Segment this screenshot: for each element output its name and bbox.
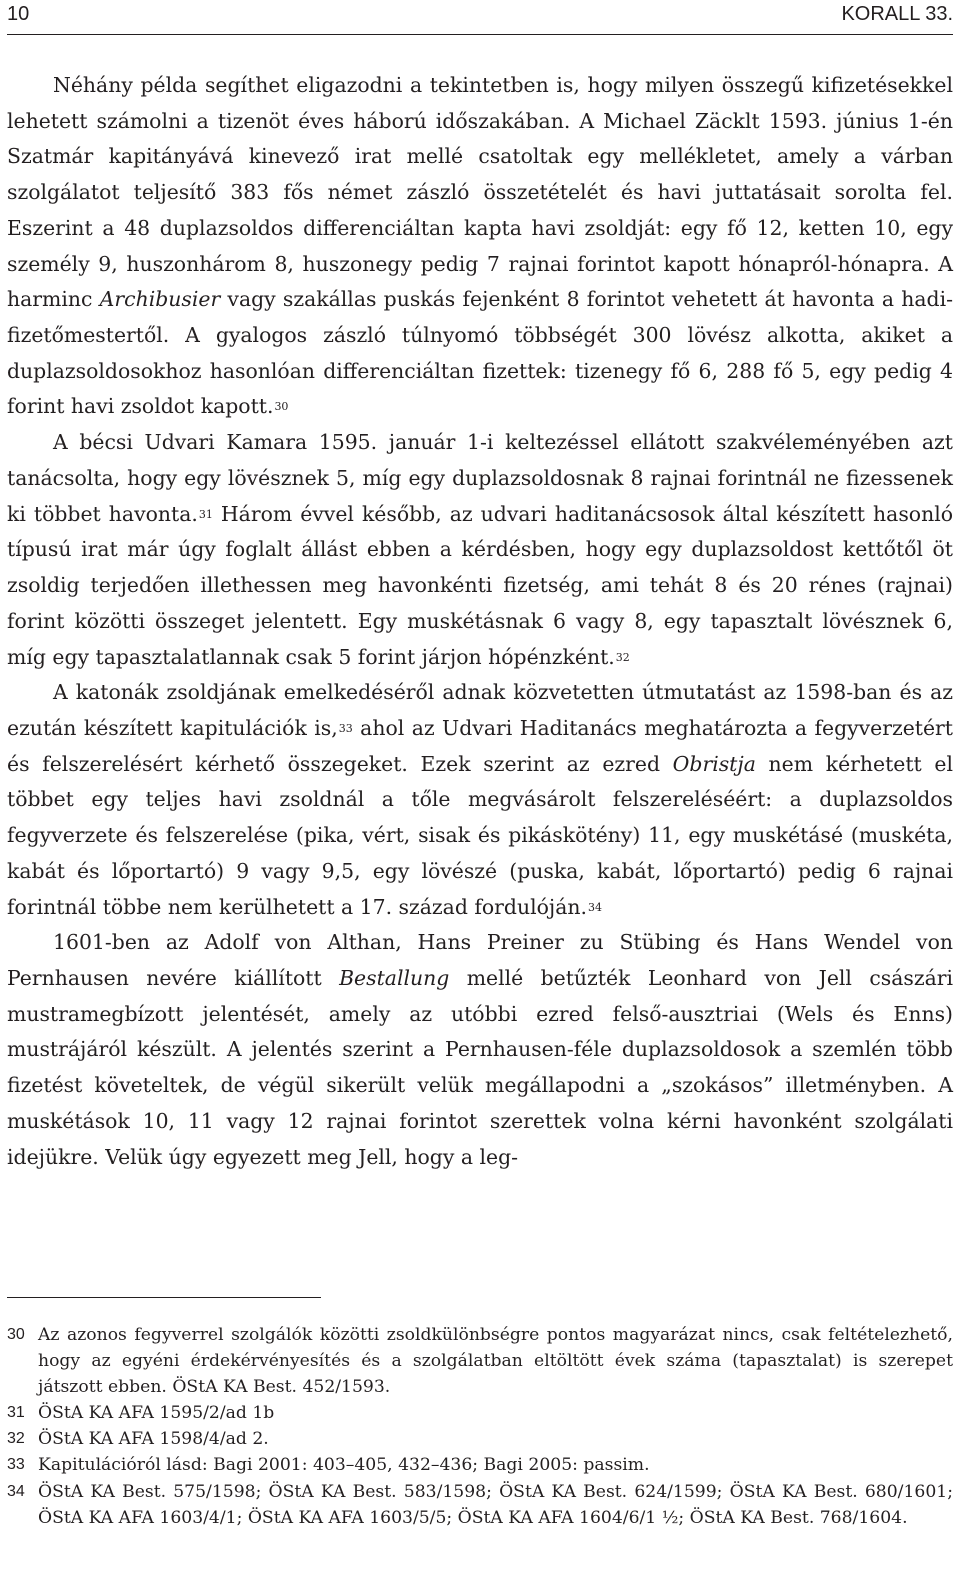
footnote-text: ÖStA KA AFA 1595/2/ad 1b: [38, 1403, 275, 1424]
text-run: nem kérhetett el többet egy teljes havi zsoldnál a tőle megvásárolt felszereléséért: a duplazsoldos fegyverzete és felszerelése (pika, vért, sisak és pikáskötény) 11, egy muskétásé (muskéta, kabát és lőportartó) 9 vagy 9,5, egy lövészé (puska, kabát, lőportartó) pedig 6 rajnai forintnál többe nem kerülhetett a 17. század fordulóján.: [7, 751, 953, 919]
footnote-number: 31: [7, 1404, 25, 1422]
paragraph: [7, 925, 953, 1175]
footnote-ref: 31: [198, 507, 213, 521]
footnote-text: ÖStA KA Best. 575/1598; ÖStA KA Best. 583/1598; ÖStA KA Best. 624/1599; ÖStA KA Best. 680/1601; ÖStA KA AFA 1603/4/1; ÖStA KA AFA 1603/5/5; ÖStA KA AFA 1604/6/1 ½; ÖStA KA Best. 768/1604.: [38, 1481, 953, 1528]
footnotes: [7, 1322, 953, 1531]
paragraph: [7, 68, 953, 425]
italic-term: Obristja: [672, 751, 756, 776]
footnote: [7, 1400, 953, 1426]
footnote-number: 34: [7, 1482, 25, 1500]
text-run: ahol az Udvari Haditanács meghatározta a fegyverzetért és felszerelésért kérhető összegeket. Ezek szerint az ezred: [7, 715, 953, 776]
footnote: [7, 1452, 953, 1478]
footnote-ref: 32: [615, 650, 630, 664]
text-run: vagy szakállas puskás fejenként 8 forintot vehetett át havonta a hadi-fizetőmestertől. A gyalogos zászló túlnyomó többségét 300 lövész alkotta, akiket a duplazsoldosokhoz hasonlóan differenciáltan fizettek: tizenegy fő 6, 288 fő 5, egy pedig 4 forint havi zsoldot kapott.: [7, 287, 953, 419]
footnote-number: 33: [7, 1456, 25, 1474]
footnote: [7, 1322, 953, 1400]
footnote-ref: 34: [588, 900, 602, 914]
text-run: mellé betűzték Leonhard von Jell császári mustramegbízott jelentését, amely az utóbbi ezred felső-ausztriai (Wels és Enns) mustrájáról készült. A jelentés szerint a Pernhausen-féle duplazsoldosok a szemlén több fizetést követeltek, de végül sikerült velük megállapodni a „szokásos” illetményben. A muskétások 10, 11 vagy 12 rajnai forintot szerettek volna kérni havonként szolgálati idejükre. Velük úgy egyezett meg Jell, hogy a leg-: [7, 965, 953, 1169]
paragraph: [7, 425, 953, 675]
page-number: 10: [7, 3, 30, 25]
text-run: 1601-ben az Adolf von Althan, Hans Preiner zu Stübing és Hans Wendel von Pernhausen nevére kiállított: [7, 930, 953, 990]
footnote: [7, 1426, 953, 1452]
footnote-text: Az azonos fegyverrel szolgálók közötti zsoldkülönbségre pontos magyarázat nincs, csak feltételezhető, hogy az egyéni érdekérvényesítés és a szolgálatban eltöltött évek száma (tapasztalat) is szerepet játszott ebben. ÖStA KA Best. 452/1593.: [38, 1325, 953, 1398]
footnote-ref: 33: [338, 721, 353, 735]
journal-title: KORALL 33.: [841, 3, 953, 25]
footnote-number: 32: [7, 1430, 25, 1448]
footnote-number: 30: [7, 1326, 25, 1343]
footnote-separator: [7, 1297, 321, 1298]
italic-term: Bestallung: [339, 965, 450, 990]
footnote-text: Kapitulációról lásd: Bagi 2001: 403–405, 432–436; Bagi 2005: passim.: [38, 1455, 650, 1476]
text-run: Három évvel később, az udvari haditanácsosok által készített hasonló típusú irat már úgy foglalt állást ebben a kérdésben, hogy egy duplazsoldost kettőtől öt zsoldig terjedően illethessen meg havonkénti fizetség, ami tehát 8 és 20 rénes (rajnai) forint közötti összeget jelentett. Egy muskétásnak 6 vagy 8, egy tapasztalt lövésznek 6, míg egy tapasztalatlannak csak 5 forint járjon hópénzként.: [7, 501, 953, 669]
paragraph: [7, 675, 953, 925]
running-header: [7, 0, 953, 35]
text-run: A bécsi Udvari Kamara 1595. január 1-i keltezéssel ellátott szakvéleményében azt tanácsolta, hogy egy lövésznek 5, míg egy duplazsoldosnak 8 rajnai forintnál ne fizessenek ki többet havonta.: [7, 430, 953, 526]
footnote-ref: 30: [274, 400, 289, 414]
text-run: A katonák zsoldjának emelkedéséről adnak közvetetten útmutatást az 1598-ban és az ezután készített kapitulációk is,: [7, 680, 953, 740]
italic-term: Archibusier: [99, 287, 221, 312]
footnote-text: ÖStA KA AFA 1598/4/ad 2.: [38, 1429, 269, 1450]
text-run: Néhány példa segíthet eligazodni a tekintetben is, hogy milyen összegű kifizetésekkel lehetett számolni a tizenöt éves háború időszakában. A Michael Zäcklt 1593. június 1-én Szatmár kapitányává kinevező irat mellé csatoltak egy mellékletet, amely a várban szolgálatot teljesítő 383 fős német zászló összetételét és havi juttatásait sorolta fel. Eszerint a 48 duplazsoldos differenciáltan kapta havi zsoldját: egy fő 12, ketten 10, egy személy 9, huszonhárom 8, huszonegy pedig 7 rajnai forintot kapott hónapról-hónapra. A harminc: [7, 73, 953, 312]
footnote: [7, 1479, 953, 1531]
body-text: [7, 68, 953, 1175]
